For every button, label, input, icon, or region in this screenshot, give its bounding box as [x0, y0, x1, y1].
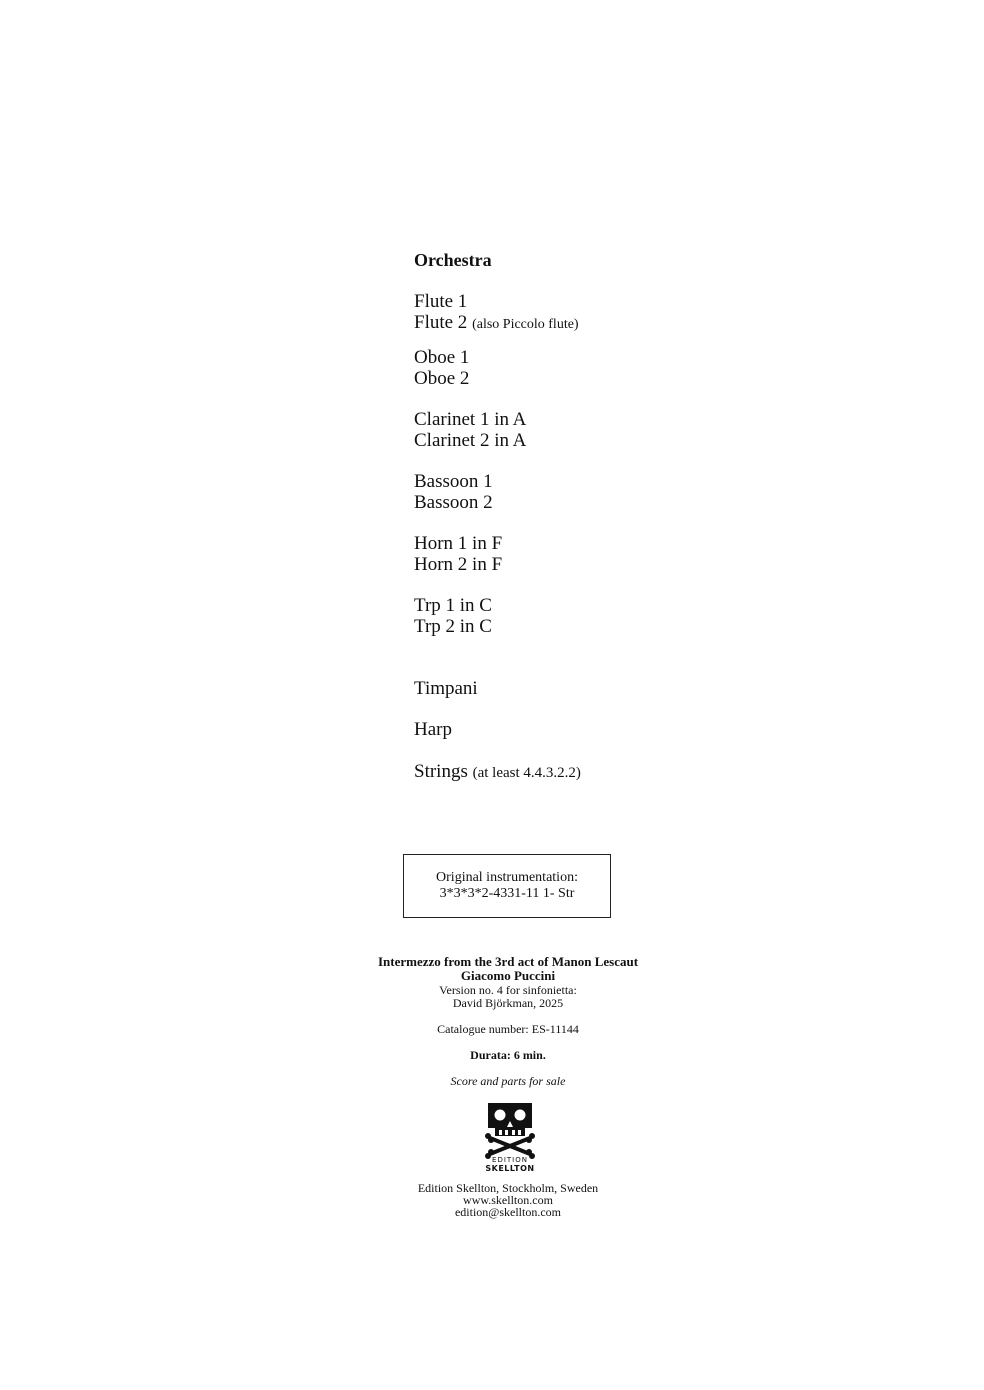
instrument-bassoon-1: Bassoon 1 — [414, 471, 493, 492]
instrument-flute-1: Flute 1 — [414, 291, 468, 312]
original-instrumentation-value: 3*3*3*2-4331-11 1- Str — [439, 886, 575, 901]
instrument-note: (also Piccolo flute) — [472, 317, 579, 332]
instrument-flute-2: Flute 2 (also Piccolo flute) — [414, 312, 579, 333]
arranger-line: David Björkman, 2025 — [452, 996, 564, 1010]
publisher-email: edition@skellton.com — [454, 1205, 562, 1219]
logo-line-edition: EDITION — [492, 1156, 528, 1164]
work-title: Intermezzo from the 3rd act of Manon Lescaut — [377, 954, 639, 969]
instrument-clarinet-1: Clarinet 1 in A — [414, 409, 527, 430]
instrument-oboe-1: Oboe 1 — [414, 347, 470, 368]
publisher-website: www.skellton.com — [463, 1193, 553, 1207]
instrument-bassoon-2: Bassoon 2 — [414, 492, 493, 513]
orchestra-heading: Orchestra — [414, 250, 492, 270]
publisher-address: Edition Skellton, Stockholm, Sweden — [417, 1181, 599, 1195]
instrument-oboe-2: Oboe 2 — [414, 368, 470, 389]
instrument-clarinet-2: Clarinet 2 in A — [414, 430, 527, 451]
availability-note: Score and parts for sale — [450, 1074, 566, 1088]
catalogue-number: Catalogue number: ES-11144 — [437, 1022, 579, 1036]
instrument-strings: Strings (at least 4.4.3.2.2) — [414, 761, 581, 782]
instrument-horn-2: Horn 2 in F — [414, 554, 503, 575]
instrument-timpani: Timpani — [414, 678, 478, 699]
instrument-trumpet-1: Trp 1 in C — [414, 595, 492, 616]
instrument-harp: Harp — [414, 719, 452, 740]
edition-skellton-logo — [478, 1100, 542, 1176]
original-instrumentation-box — [403, 854, 611, 918]
instrument-note: (at least 4.4.3.2.2) — [472, 765, 581, 781]
duration: Durata: 6 min. — [470, 1048, 546, 1062]
version-line: Version no. 4 for sinfonietta: — [439, 983, 577, 997]
composer-name: Giacomo Puccini — [460, 968, 556, 983]
original-instrumentation-label: Original instrumentation: — [436, 870, 578, 885]
logo-line-skellton: SKELLTON — [485, 1164, 535, 1173]
instrument-horn-1: Horn 1 in F — [414, 533, 503, 554]
instrument-trumpet-2: Trp 2 in C — [414, 616, 492, 637]
